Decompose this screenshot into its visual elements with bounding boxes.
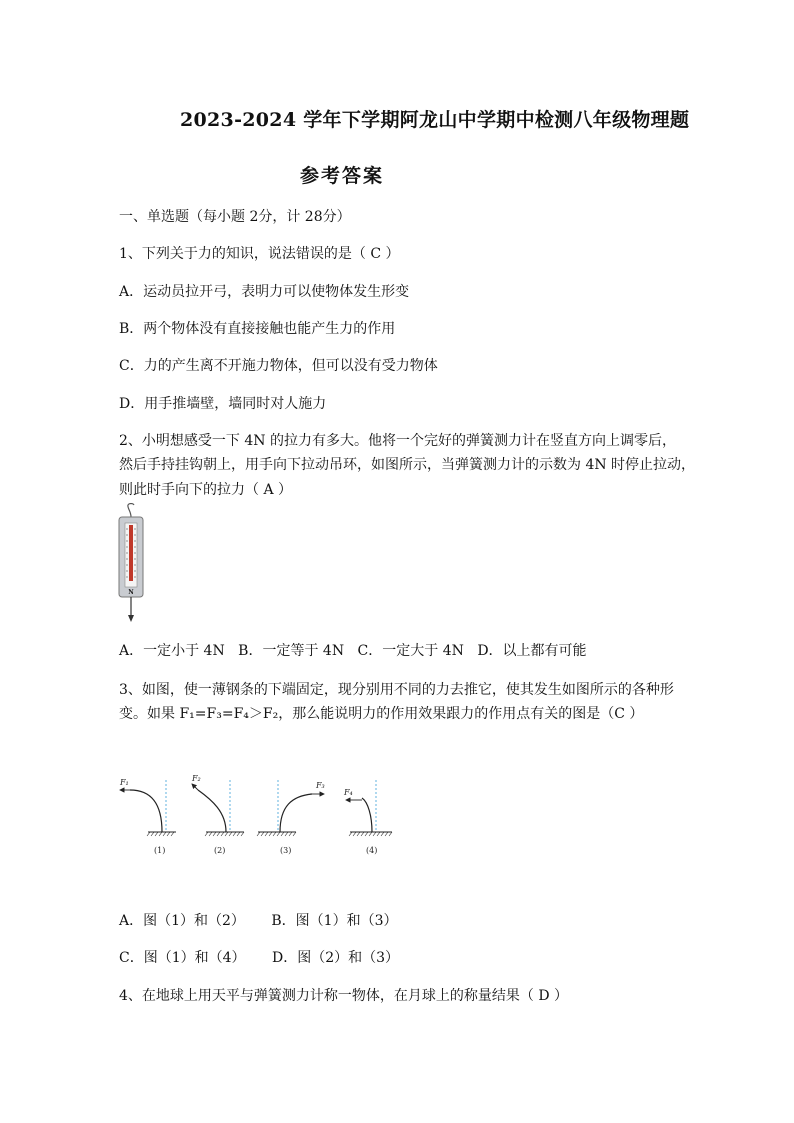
q1-option-d: D．用手推墙壁，墙同时对人施力	[119, 396, 327, 412]
q3-stem-line-1: 3、如图，使一薄钢条的下端固定，现分别用不同的力去推它，使其发生如图所示的各种形	[119, 682, 674, 698]
q3-option-b: B．图（1）和（3）	[271, 913, 398, 929]
q2-option-d: D．以上都有可能	[477, 643, 587, 659]
panel-3	[257, 780, 325, 855]
document-subtitle: 参考答案	[300, 165, 385, 187]
q2-stem-line-1: 2、小明想感受一下 4N 的拉力有多大。他将一个完好的弹簧测力计在竖直方向上调零后，	[119, 433, 676, 449]
q2-stem-line-2: 然后手持挂钩朝上，用手向下拉动吊环，如图所示，当弹簧测力计的示数为 4N 时停止拉动，	[119, 457, 696, 473]
q2-option-b: B．一定等于 4N	[238, 643, 345, 659]
hook-icon	[128, 504, 134, 518]
q2-stem-line-3: 则此时手向下的拉力（ A ）	[119, 482, 293, 498]
force-label-f2: F₂	[192, 774, 201, 783]
q3-option-a: A．图（1）和（2）	[119, 913, 245, 929]
q1-option-b: B．两个物体没有直接接触也能产生力的作用	[119, 321, 396, 337]
panel-label-2: (2)	[214, 846, 226, 855]
q3-option-c: C．图（1）和（4）	[119, 950, 246, 966]
q2-options	[119, 641, 596, 661]
scale-unit-label: N	[128, 589, 134, 596]
panel-label-1: (1)	[154, 846, 166, 855]
document-title: 2023-2024 学年下学期阿龙山中学期中检测八年级物理题	[180, 109, 690, 131]
q2-option-a: A．一定小于 4N	[119, 643, 225, 659]
arrow-down-icon	[128, 615, 134, 622]
force-label-f1: F₁	[120, 778, 129, 787]
section-heading: 一、单选题（每小题 2分，计 28分）	[119, 209, 351, 225]
panel-1	[119, 778, 176, 855]
q2-option-c: C．一定大于 4N	[357, 643, 464, 659]
panel-label-3: (3)	[280, 846, 292, 855]
q1-option-a: A．运动员拉开弓，表明力可以使物体发生形变	[119, 284, 410, 300]
q3-stem-line-2: 变。如果 F₁=F₃=F₄＞F₂，那么能说明力的作用效果跟力的作用点有关的图是（C ）	[119, 706, 644, 722]
q3-options-row-2	[119, 948, 408, 968]
panel-label-4: (4)	[366, 846, 378, 855]
panel-4	[343, 780, 392, 855]
panel-2	[191, 774, 244, 855]
steel-strip-figure	[112, 772, 402, 860]
spring-scale-figure	[116, 503, 146, 625]
q1-option-c: C．力的产生离不开施力物体，但可以没有受力物体	[119, 358, 438, 374]
force-label-f3: F₃	[316, 781, 325, 790]
scale-indicator	[129, 525, 133, 581]
force-label-f4: F₄	[344, 788, 353, 797]
q3-options-row-1	[119, 911, 407, 931]
q1-stem: 1、下列关于力的知识，说法错误的是（ C ）	[119, 246, 400, 262]
q4-stem: 4、在地球上用天平与弹簧测力计称一物体，在月球上的称量结果（ D ）	[119, 988, 569, 1004]
q3-option-d: D．图（2）和（3）	[271, 950, 400, 966]
